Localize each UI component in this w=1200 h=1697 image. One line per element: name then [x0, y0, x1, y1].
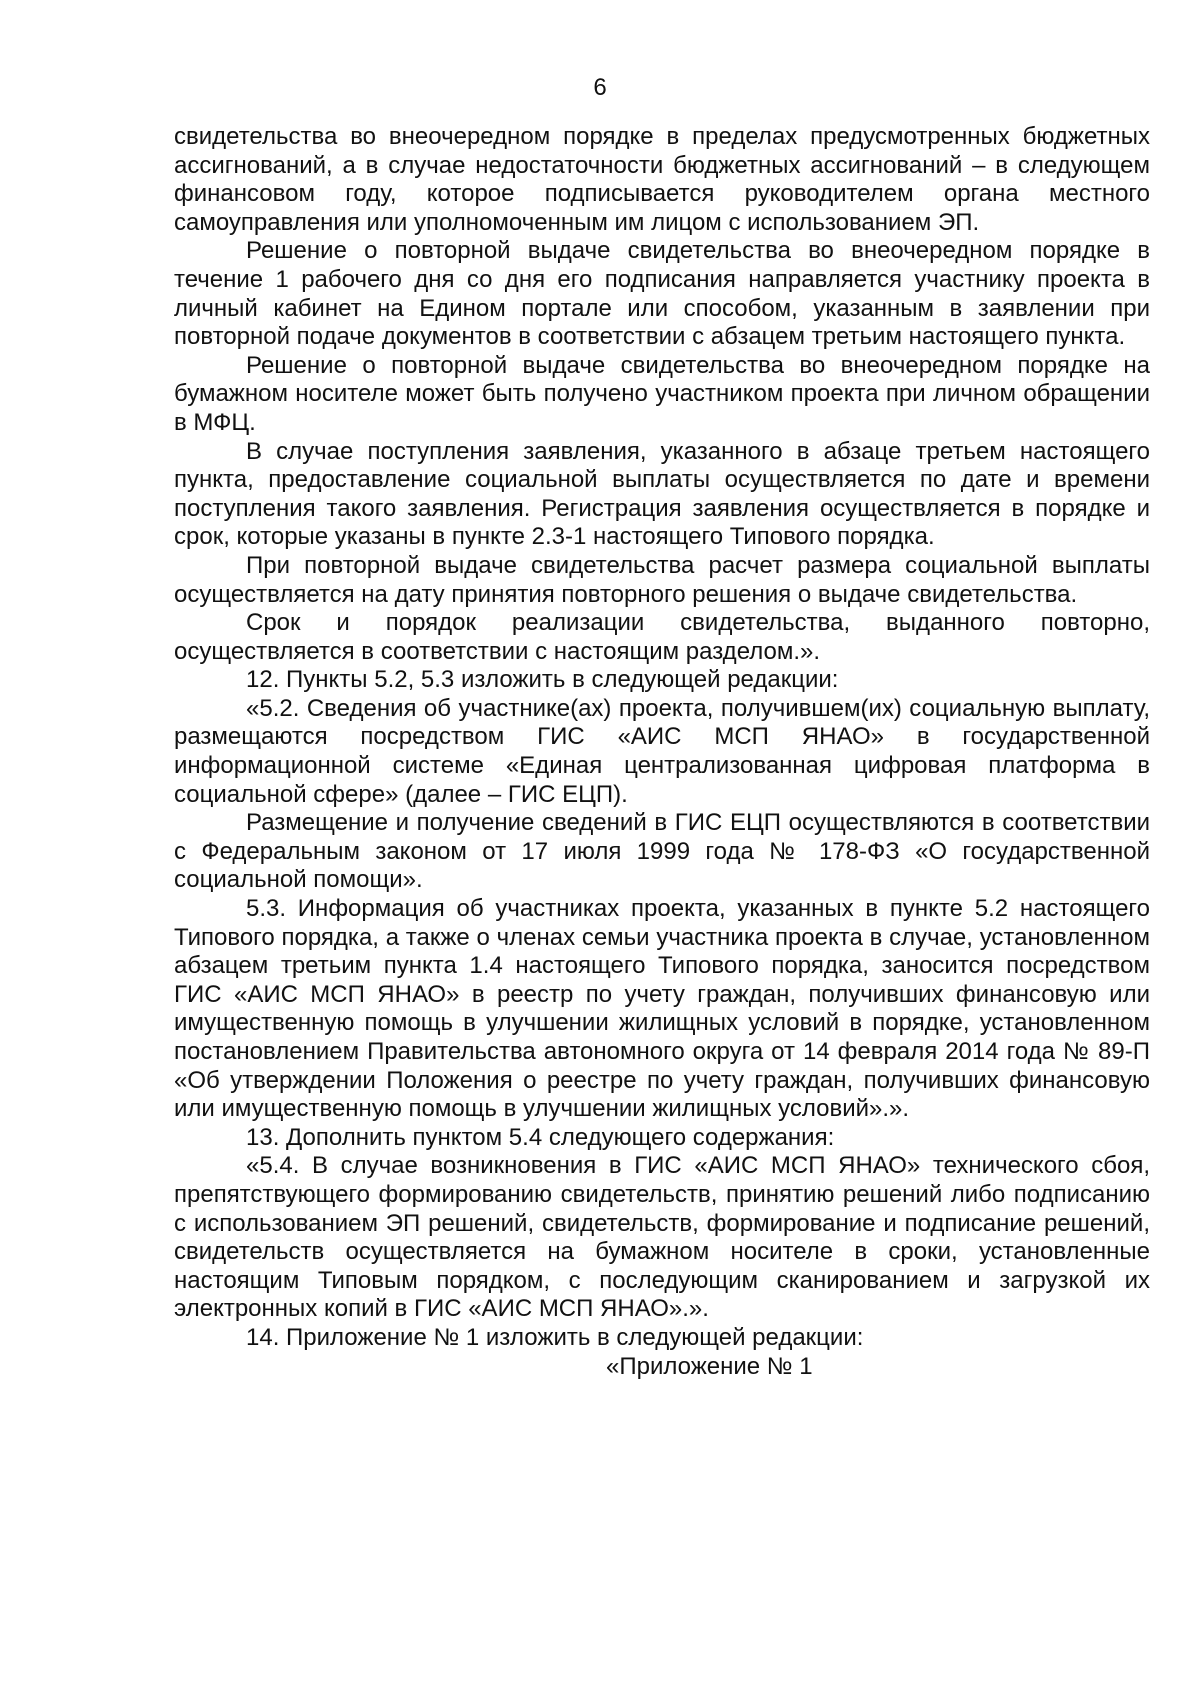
page-number: 6	[593, 74, 607, 101]
paragraph-gis-ecp-placement: Размещение и получение сведений в ГИС ЕЦП осуществляются в соответствии с Федеральным законом от 17 июля 1999 года № 178-ФЗ «О государственной социальной помощи».	[174, 809, 1150, 894]
paragraph-clause-5-4: «5.4. В случае возникновения в ГИС «АИС МСП ЯНАО» технического сбоя, препятствующего формированию свидетельств, принятию решений либо подписанию с использованием ЭП решений, свидетельств, формирование и подписание решений, свидетельств осуществляется на бумажном носителе в сроки, установленные настоящим Типовым порядком, с последующим сканированием и загрузкой их электронных копий в ГИС «АИС МСП ЯНАО».».	[174, 1152, 1150, 1323]
paragraph-clause-5-3: 5.3. Информация об участниках проекта, указанных в пункте 5.2 настоящего Типового порядка, а также о членах семьи участника проекта в случае, установленном абзацем третьим пункта 1.4 настоящего Типового порядка, заносится посредством ГИС «АИС МСП ЯНАО» в реестр по учету граждан, получивших финансовую или имущественную помощь в улучшении жилищных условий в порядке, установленном постановлением Правительства автономного округа от 14 февраля 2014 года № 89-П «Об утверждении Положения о реестре по учету граждан, получивших финансовую или имущественную помощь в улучшении жилищных условий».».	[174, 895, 1150, 1123]
paragraph-item-13: 13. Дополнить пунктом 5.4 следующего содержания:	[246, 1123, 835, 1151]
paragraph-paper-decision: Решение о повторной выдаче свидетельства во внеочередном порядке на бумажном носителе может быть получено участником проекта при личном обращении в МФЦ.	[174, 351, 1150, 436]
paragraph-certificate-term: Срок и порядок реализации свидетельства, выданного повторно, осуществляется в соответствии с настоящим разделом.».	[174, 609, 1150, 665]
paragraph-clause-5-2: «5.2. Сведения об участнике(ах) проекта, получившем(их) социальную выплату, размещаются посредством ГИС «АИС МСП ЯНАО» в государственной информационной системе «Единая централизованная цифровая платформа в социальной сфере» (далее – ГИС ЕЦП).	[174, 694, 1150, 808]
paragraph-application-receipt: В случае поступления заявления, указанного в абзаце третьем настоящего пункта, предоставление социальной выплаты осуществляется по дате и времени поступления такого заявления. Регистрация заявления осуществляется в порядке и срок, которые указаны в пункте 2.3-1 настоящего Типового порядка.	[174, 437, 1150, 551]
paragraph-payment-calculation: При повторной выдаче свидетельства расчет размера социальной выплаты осуществляется на дату принятия повторного решения о выдаче свидетельства.	[174, 551, 1150, 608]
paragraph-continuation: свидетельства во внеочередном порядке в пределах предусмотренных бюджетных ассигнований, а в случае недостаточности бюджетных ассигнований – в следующем финансовом году, которое подписывается руководителем органа местного самоуправления или уполномоченным им лицом с использованием ЭП.	[174, 123, 1150, 236]
paragraph-repeat-decision-delivery: Решение о повторной выдаче свидетельства во внеочередном порядке в течение 1 рабочего дня со дня его подписания направляется участнику проекта в личный кабинет на Едином портале или способом, указанным в заявлении при повторной подаче документов в соответствии с абзацем третьим настоящего пункта.	[174, 237, 1150, 351]
appendix-title: «Приложение № 1	[606, 1352, 813, 1380]
document-body	[174, 123, 1150, 1381]
paragraph-item-12: 12. Пункты 5.2, 5.3 изложить в следующей редакции:	[246, 666, 839, 694]
paragraph-item-14: 14. Приложение № 1 изложить в следующей редакции:	[246, 1323, 864, 1351]
